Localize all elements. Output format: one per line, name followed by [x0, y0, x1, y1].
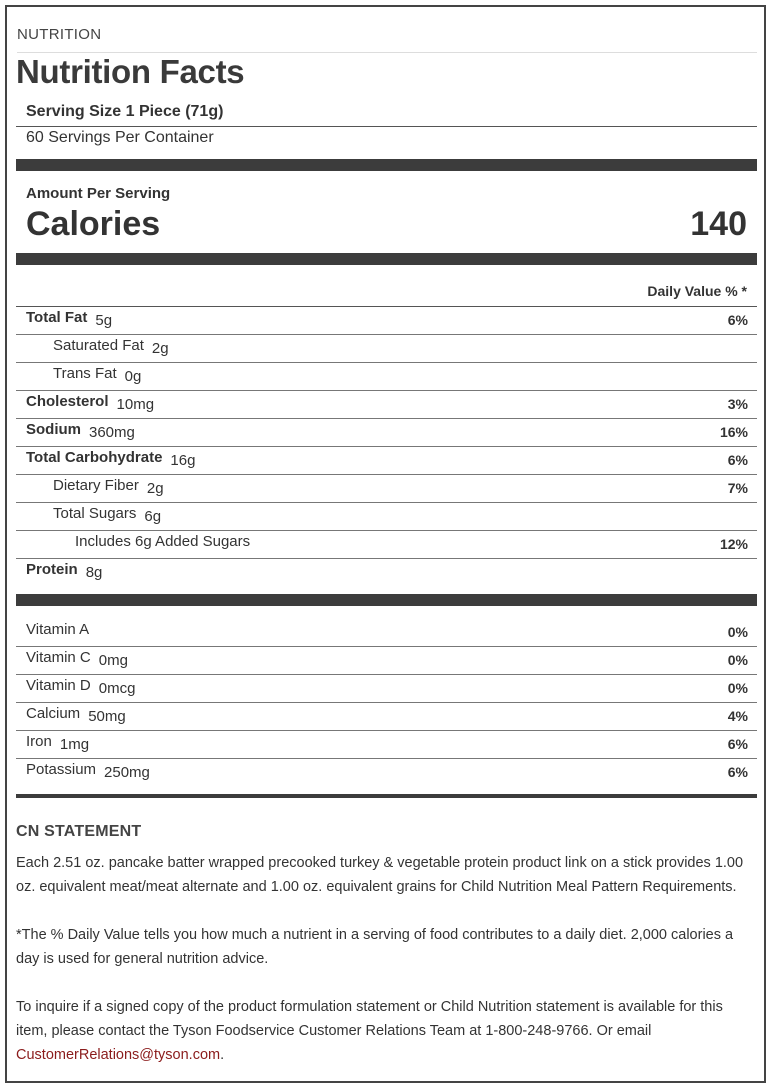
- vitamin-amount: 0mg: [98, 652, 128, 669]
- nutrient-row: [16, 335, 757, 363]
- vitamin-daily-value: 0%: [727, 624, 748, 640]
- vitamin-row: [16, 759, 757, 787]
- nutrient-amount: 16g: [170, 452, 196, 469]
- vitamin-daily-value: 0%: [727, 652, 748, 668]
- servings-per-container: 60 Servings Per Container: [26, 129, 214, 146]
- nutrient-name: Dietary Fiber: [53, 477, 139, 494]
- nutrient-daily-value: 6%: [727, 452, 748, 468]
- vitamin-name: Vitamin A: [26, 621, 90, 638]
- calories-value: 140: [690, 205, 747, 243]
- vitamin-name: Vitamin C: [26, 649, 91, 666]
- vitamin-row: [16, 731, 757, 759]
- nutrient-amount: 0g: [124, 368, 142, 385]
- section-label: NUTRITION: [17, 26, 102, 43]
- page-title: Nutrition Facts: [16, 53, 245, 90]
- nutrient-amount: 6g: [144, 508, 162, 525]
- vitamin-amount: 1mg: [59, 736, 90, 753]
- nutrient-daily-value: 6%: [727, 312, 748, 328]
- vitamin-name: Potassium: [26, 761, 97, 778]
- nutrient-daily-value: 7%: [727, 480, 748, 496]
- nutrient-daily-value: 16%: [719, 424, 748, 440]
- inquiry-text-body: To inquire if a signed copy of the product formulation statement or Child Nutrition statement is available for this item, please contact the Tyson Foodservice Customer Relations Team at 1-800-248-9766. Or email: [16, 999, 723, 1039]
- inquiry-text: [16, 995, 756, 1067]
- vitamin-amount: 250mg: [104, 764, 150, 781]
- cn-statement-title: CN STATEMENT: [16, 823, 142, 840]
- vitamin-row: [16, 619, 757, 647]
- vitamin-row: [16, 675, 757, 703]
- nutrient-amount: 10mg: [116, 396, 155, 413]
- thick-rule: [16, 594, 757, 606]
- nutrient-row: [16, 559, 757, 587]
- nutrient-row: [16, 447, 757, 475]
- vitamin-daily-value: 6%: [727, 764, 748, 780]
- nutrient-name: Total Sugars: [53, 505, 137, 522]
- serving-size: Serving Size 1 Piece (71g): [26, 103, 224, 120]
- vitamin-daily-value: 6%: [727, 736, 748, 752]
- vitamin-row: [16, 703, 757, 731]
- nutrient-row: [16, 307, 757, 335]
- amount-per-serving-label: Amount Per Serving: [26, 185, 171, 202]
- vitamin-amount: 50mg: [88, 708, 126, 725]
- nutrient-amount: 360mg: [89, 424, 135, 441]
- daily-value-footnote: *The % Daily Value tells you how much a nutrient in a serving of food contributes to a daily diet. 2,000 calories a day is used for general nutrition advice.: [16, 927, 734, 967]
- inquiry-text-end: .: [220, 1047, 225, 1063]
- nutrient-row: [16, 531, 757, 559]
- vitamin-daily-value: 0%: [727, 680, 748, 696]
- nutrient-name: Total Fat: [26, 309, 88, 326]
- nutrient-row: [16, 391, 757, 419]
- bottom-rule: [16, 794, 757, 798]
- daily-value-header: Daily Value % *: [647, 283, 747, 299]
- divider: [16, 126, 757, 127]
- nutrient-name: Saturated Fat: [53, 337, 144, 354]
- vitamin-name: Vitamin D: [26, 677, 91, 694]
- cn-statement-body: Each 2.51 oz. pancake batter wrapped precooked turkey & vegetable protein product link on a stick provides 1.00 oz. equivalent meat/meat alternate and 1.00 oz. equivalent grains for Child Nutrition Meal Pattern Requirements.: [16, 855, 744, 895]
- nutrient-name: Includes 6g Added Sugars: [75, 533, 251, 550]
- vitamin-amount: 0mcg: [98, 680, 136, 697]
- calories-label: Calories: [26, 205, 161, 243]
- vitamin-daily-value: 4%: [727, 708, 748, 724]
- vitamin-name: Calcium: [26, 705, 81, 722]
- thick-rule: [16, 159, 757, 171]
- nutrient-amount: 2g: [151, 340, 169, 357]
- nutrient-row: [16, 363, 757, 391]
- nutrient-row: [16, 419, 757, 447]
- vitamin-row: [16, 647, 757, 675]
- nutrient-name: Protein: [26, 561, 78, 578]
- nutrient-amount: 5g: [95, 312, 113, 329]
- email-link[interactable]: CustomerRelations@tyson.com: [16, 1047, 221, 1063]
- nutrient-name: Total Carbohydrate: [26, 449, 163, 466]
- thick-rule: [16, 253, 757, 265]
- nutrient-amount: 8g: [85, 564, 103, 581]
- nutrient-amount: 2g: [146, 480, 164, 497]
- nutrient-daily-value: 12%: [719, 536, 748, 552]
- nutrient-name: Sodium: [26, 421, 81, 438]
- nutrient-row: [16, 475, 757, 503]
- nutrient-name: Cholesterol: [26, 393, 109, 410]
- nutrient-row: [16, 503, 757, 531]
- vitamin-name: Iron: [26, 733, 52, 750]
- nutrient-daily-value: 3%: [727, 396, 748, 412]
- nutrient-name: Trans Fat: [53, 365, 117, 382]
